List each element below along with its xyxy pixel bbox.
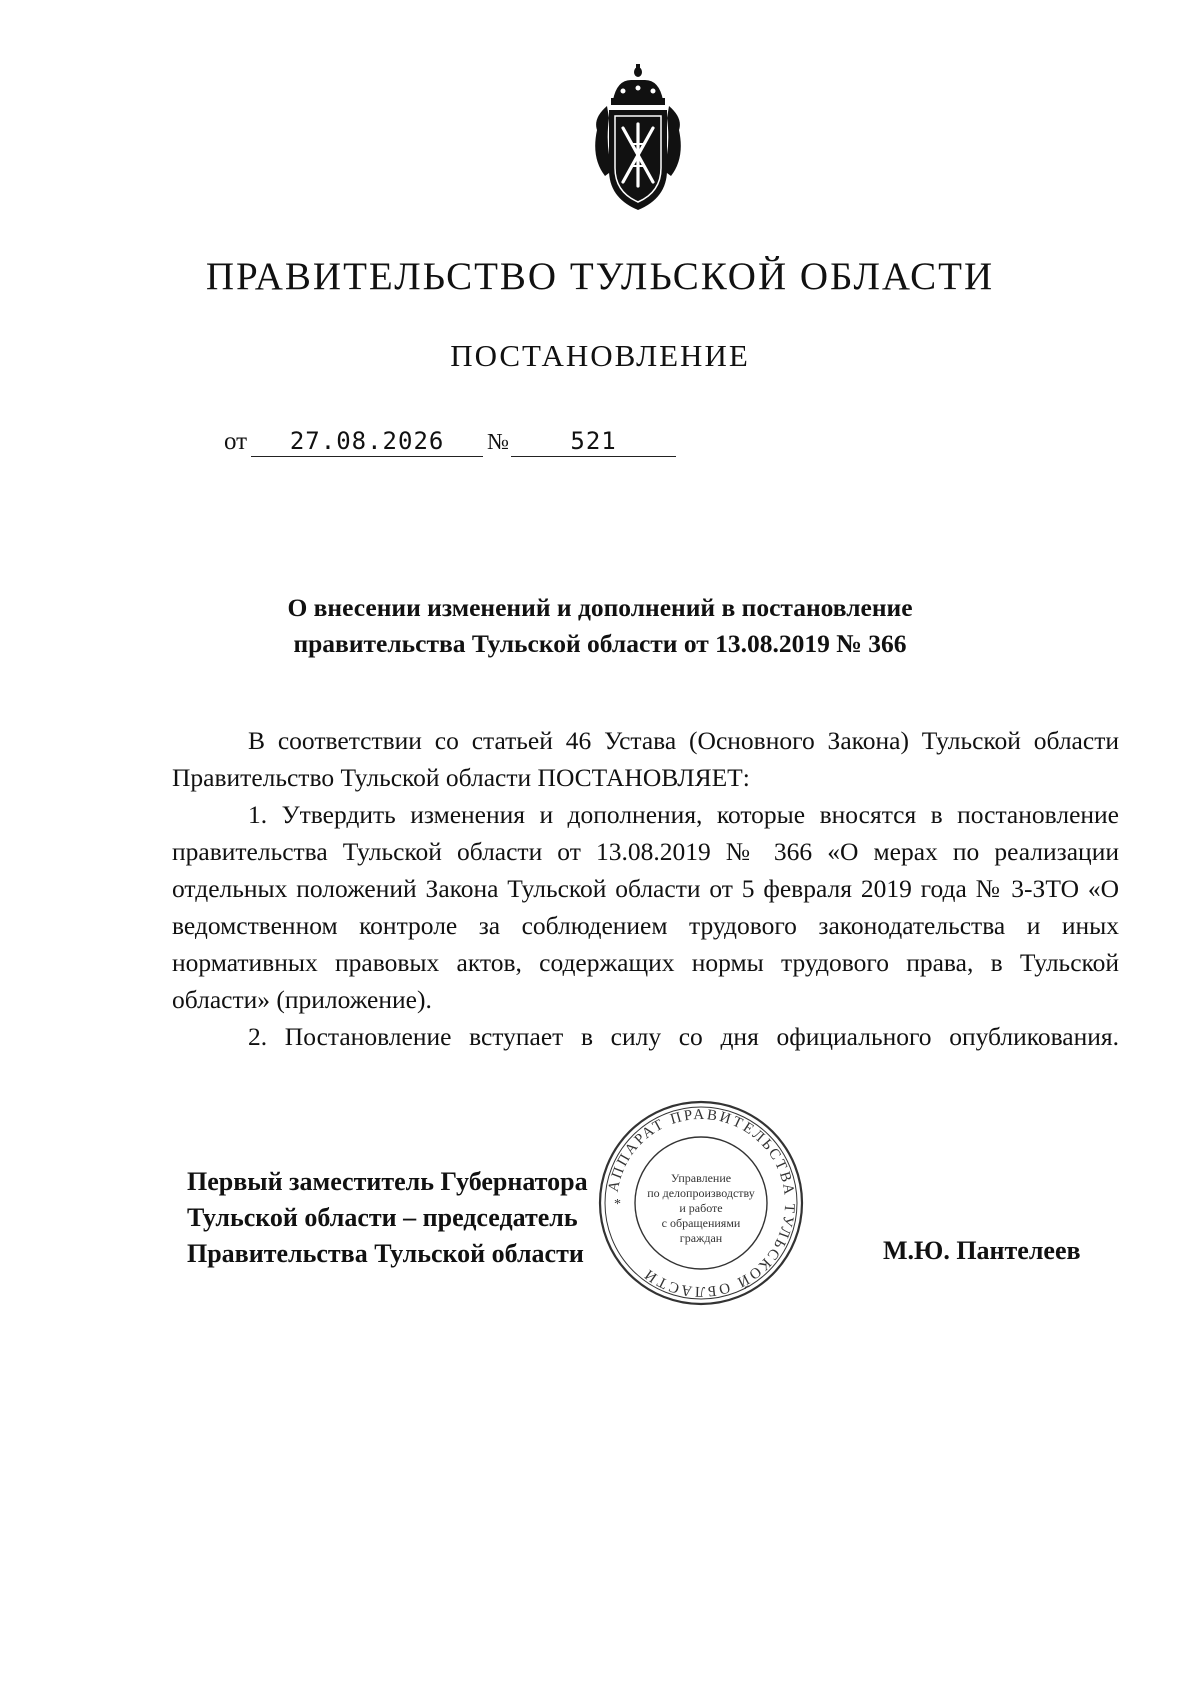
document-body	[172, 722, 1119, 1055]
document-date: 27.08.2026	[251, 427, 483, 457]
item-1-paragraph: 1. Утвердить изменения и дополнения, которые вносятся в постановление правительства Тульской области от 13.08.2019 № 366 «О мерах по реализации отдельных положений Закона Тульской области от 5 февраля 2019 года № 3-ЗТО «О ведомственном контроле за соблюдением трудового законодательства и иных нормативных правовых актов, содержащих нормы трудового права, в Тульской области» (приложение).	[172, 800, 1119, 1014]
registration-line	[224, 427, 676, 457]
seal-center-line-5: граждан	[679, 1231, 723, 1245]
subject-line-1: О внесении изменений и дополнений в постановление	[287, 593, 913, 622]
seal-center-line-4: с обращениями	[661, 1216, 741, 1230]
number-label: №	[487, 429, 510, 454]
signatory-title	[187, 1164, 588, 1272]
document-type: ПОСТАНОВЛЕНИЕ	[450, 338, 750, 373]
seal-center-line-3: и работе	[679, 1201, 723, 1215]
signatory-title-line-3: Правительства Тульской области	[187, 1239, 584, 1268]
organization-title: ПРАВИТЕЛЬСТВО ТУЛЬСКОЙ ОБЛАСТИ	[205, 255, 995, 298]
svg-text:*: *	[614, 1197, 621, 1212]
coat-of-arms-emblem	[583, 58, 693, 218]
date-label: от	[224, 428, 248, 455]
seal-ring-text: АППАРАТ ПРАВИТЕЛЬСТВА ТУЛЬСКОЙ ОБЛАСТИ	[605, 1106, 798, 1300]
subject-line-2: правительства Тульской области от 13.08.2019 № 366	[293, 629, 907, 658]
signatory-title-line-1: Первый заместитель Губернатора	[187, 1167, 588, 1196]
preamble-paragraph: В соответствии со статьей 46 Устава (Основного Закона) Тульской области Правительство Тульской области ПОСТАНОВЛЯЕТ:	[172, 726, 1119, 792]
document-subject	[0, 590, 1200, 662]
signatory-name: М.Ю. Пантелеев	[883, 1236, 1081, 1265]
seal-center-line-1: Управление	[670, 1171, 732, 1185]
seal-center-line-2: по делопроизводству	[647, 1186, 755, 1200]
item-2-paragraph: 2. Постановление вступает в силу со дня официального опубликования.	[248, 1022, 1119, 1051]
signatory-title-line-2: Тульской области – председатель	[187, 1203, 578, 1232]
document-number: 521	[511, 427, 676, 457]
official-seal-stamp	[596, 1098, 806, 1308]
